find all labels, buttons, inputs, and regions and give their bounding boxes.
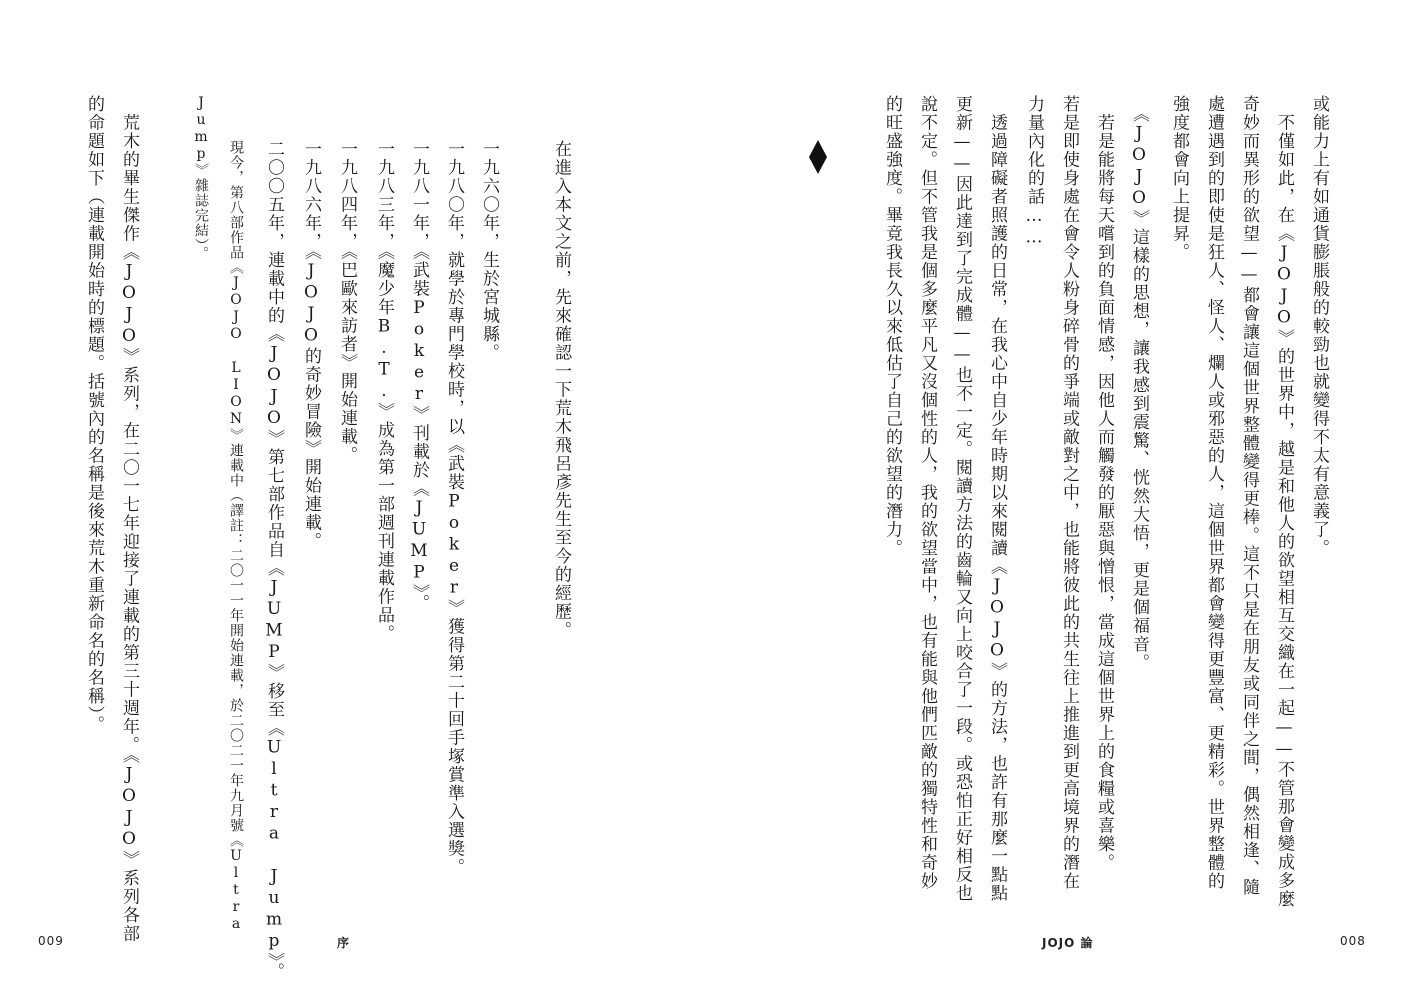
timeline-item: 一九八四年，《巴歐來訪者》開始連載。 <box>337 140 357 465</box>
text-column: 力量內化的話…… <box>1024 95 1044 249</box>
running-title: JOJO 論 <box>1042 936 1094 950</box>
timeline-item: 一九六〇年，生於宮城縣。 <box>479 140 499 362</box>
text-column: 若是即使身處在會令人粉身碎骨的爭端或敵對之中，也能將彼此的共生往上推進到更高境界的潛在 <box>1059 95 1079 891</box>
page-number: 008 <box>1340 934 1366 948</box>
timeline-item: 一九八〇年，就學於專門學校時，以《武裝Poker》獲得第二十回手塚賞準入選獎。 <box>444 140 464 877</box>
intro-paragraph: 在進入本文之前，先來確認一下荒木飛呂彥先生至今的經歷。 <box>551 140 571 640</box>
text-column: 若是能將每天嚐到的負面情感，因他人而觸發的厭惡與憎恨，當成這個世界上的食糧或喜樂。 <box>1094 95 1114 872</box>
text-column: 奇妙而異形的欲望——都會讓這個世界整體變得更棒。這不只是在朋友或同伴之間，偶然相逢、隨 <box>1239 95 1259 897</box>
text-column: 不僅如此，在《JOJO》的世界中，越是和他人的欲望相互交織在一起——不管那會變成多麼 <box>1274 95 1294 909</box>
page-number: 009 <box>38 934 64 948</box>
timeline-item: 一九八六年，《JOJO的奇妙冒險》開始連載。 <box>301 140 321 551</box>
text-column: 說不定。但不管我是個多麼平凡又沒個性的人，我的欲望當中，也有能與他們匹敵的獨特性和奇妙 <box>917 95 937 891</box>
text-column: 荒木的畢生傑作《JOJO》系列，在二〇一七年迎接了連載的第三十週年。《JOJO》系列各部 <box>119 95 139 943</box>
text-column: 透過障礙者照護的日常，在我心中自少年時期以來閱讀《JOJO》的方法，也許有那麼一點點 <box>987 95 1007 903</box>
running-title: 序 <box>337 936 351 950</box>
text-column: 處遭遇到的即使是狂人、怪人、爛人或邪惡的人，這個世界都會變得更豐富、更精彩。世界整體的 <box>1204 95 1224 891</box>
timeline-item: 現今，第八部作品《JOJO LION》連載中（譯註：二〇一一年開始連載，於二〇二一年九月號《Ultra <box>228 140 244 933</box>
text-column: 或能力上有如通貨膨脹般的較勁也就變得不太有意義了。 <box>1309 95 1329 558</box>
timeline-item: 一九八三年，《魔少年B.T.》成為第一部週刊連載作品。 <box>374 140 394 643</box>
timeline-item: 二〇〇五年，連載中的《JOJO》第七部作品自《JUMP》移至《Ultra Jump》。 <box>264 140 284 981</box>
timeline-item: 一九八一年，《武裝Poker》刊載於《JUMP》。 <box>409 140 429 613</box>
text-column: 《JOJO》這樣的思想，讓我感到震驚、恍然大悟，更是個福音。 <box>1129 95 1149 672</box>
text-column: 更新——因此達到了完成體——也不一定。閱讀方法的齒輪又向上咬合了一段。或恐怕正好相反也 <box>952 95 972 903</box>
timeline-item: Jump》雜誌完結）。 <box>193 95 209 261</box>
diamond-ornament-icon <box>809 140 827 174</box>
text-column: 強度都會向上提昇。 <box>1169 95 1189 262</box>
text-column: 的命題如下（連載開始時的標題。括號內的名稱是後來荒木重新命名的名稱）。 <box>84 95 104 734</box>
text-column: 的旺盛強度。畢竟我長久以來低估了自己的欲望的潛力。 <box>882 95 902 558</box>
